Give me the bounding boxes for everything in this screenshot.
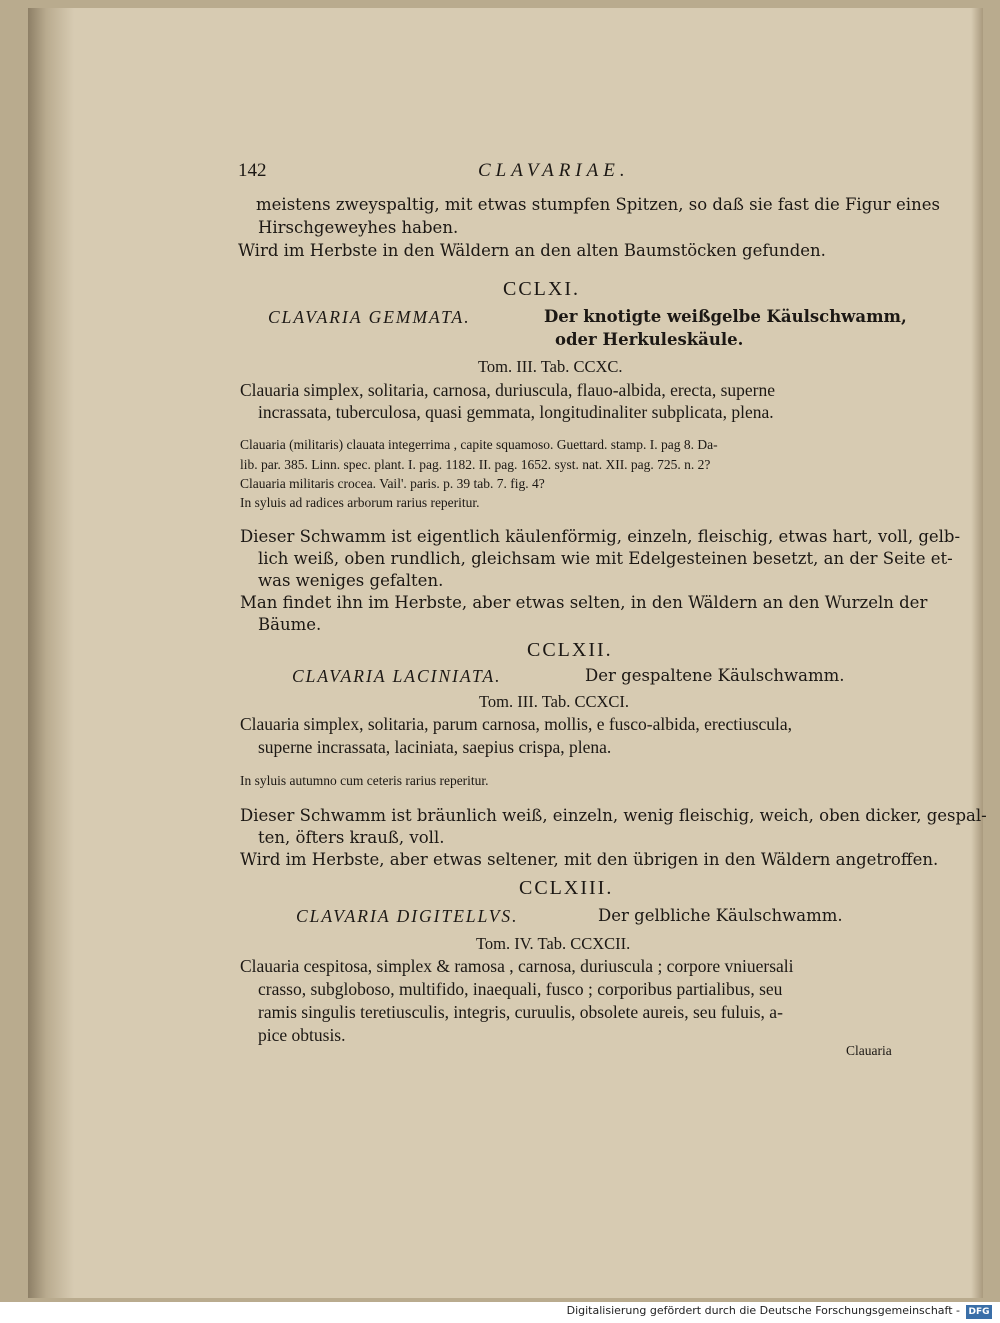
intro-line-3: Wird im Herbste in den Wäldern an den alten Baumstöcken gefunden.: [238, 241, 826, 260]
german-description-261-line-1: Dieser Schwamm ist eigentlich käulenförmig, einzeln, fleischig, etwas hart, voll, gelb-: [240, 527, 961, 546]
german-description-262-line-1: Dieser Schwamm ist bräunlich weiß, einzeln, wenig fleischig, weich, oben dicker, gespal-: [240, 806, 987, 825]
synonym-261-line-2: lib. par. 385. Linn. spec. plant. I. pag. 1182. II. pag. 1652. syst. nat. XII. pag. 725. n. 2?: [240, 457, 711, 472]
dfg-logo: DFG: [966, 1305, 992, 1319]
species-latin-name-262: CLAVARIA LACINIATA.: [292, 666, 502, 686]
catchword: Clauaria: [846, 1043, 892, 1058]
latin-description-263-line-1: Clauaria cespitosa, simplex & ramosa , carnosa, duriuscula ; corpore vniuersali: [240, 956, 794, 976]
synonym-261-line-1: Clauaria (militaris) clauata integerrima , capite squamoso. Guettard. stamp. I. pag 8. Da-: [240, 437, 718, 452]
species-german-name-261: Der knotigte weißgelbe Käulschwamm,: [544, 307, 907, 326]
latin-description-263-line-2: crasso, subgloboso, multifido, inaequali, fusco ; corporibus partialibus, seu: [258, 979, 783, 999]
german-description-262-line-3: Wird im Herbste, aber etwas seltener, mit den übrigen in den Wäldern angetroffen.: [240, 850, 939, 869]
species-german-name-261-cont: oder Herkuleskäule.: [555, 330, 744, 349]
species-german-name-263: Der gelbliche Käulschwamm.: [598, 906, 843, 925]
german-description-261-line-2: lich weiß, oben rundlich, gleichsam wie mit Edelgesteinen besetzt, an der Seite et-: [258, 549, 953, 568]
running-title: CLAVARIAE.: [478, 160, 630, 181]
plate-reference-263: Tom. IV. Tab. CCXCII.: [476, 934, 631, 953]
species-german-name-262: Der gespaltene Käulschwamm.: [585, 666, 845, 685]
german-description-262-line-2: ten, öfters krauß, voll.: [258, 828, 445, 847]
page-edge: [971, 8, 983, 1298]
german-description-261-line-5: Bäume.: [258, 615, 322, 634]
latin-description-262-line-1: Clauaria simplex, solitaria, parum carnosa, mollis, e fusco-albida, erectiuscula,: [240, 714, 793, 734]
plate-reference-262: Tom. III. Tab. CCXCI.: [479, 692, 629, 711]
habitat-261: In syluis ad radices arborum rarius reperitur.: [240, 495, 480, 510]
species-latin-name-263: CLAVARIA DIGITELLVS.: [296, 906, 519, 926]
latin-description-261-line-2: incrassata, tuberculosa, quasi gemmata, longitudinaliter subplicata, plena.: [258, 402, 774, 422]
habitat-262: In syluis autumno cum ceteris rarius reperitur.: [240, 773, 489, 788]
intro-line-2: Hirschgeweyhes haben.: [258, 218, 459, 237]
plate-reference-261: Tom. III. Tab. CCXC.: [478, 357, 623, 376]
german-description-261-line-4: Man findet ihn im Herbste, aber etwas selten, in den Wäldern an den Wurzeln der: [240, 593, 928, 612]
section-number-261: CCLXI.: [503, 278, 580, 300]
species-latin-name-261: CLAVARIA GEMMATA.: [268, 307, 471, 327]
german-description-261-line-3: was weniges gefalten.: [258, 571, 444, 590]
intro-line-1: meistens zweyspaltig, mit etwas stumpfen Spitzen, so daß sie fast die Figur eines: [256, 195, 940, 214]
page-number: 142: [238, 160, 267, 181]
latin-description-263-line-4: pice obtusis.: [258, 1025, 346, 1045]
footer-credit-text: Digitalisierung gefördert durch die Deutsche Forschungsgemeinschaft -: [566, 1304, 960, 1317]
digitization-footer: [0, 1302, 1000, 1323]
book-gutter: [28, 8, 74, 1298]
latin-description-262-line-2: superne incrassata, laciniata, saepius crispa, plena.: [258, 737, 612, 757]
section-number-263: CCLXIII.: [519, 877, 614, 899]
synonym-261-line-3: Clauaria militaris crocea. Vail'. paris. p. 39 tab. 7. fig. 4?: [240, 476, 545, 491]
section-number-262: CCLXII.: [527, 639, 613, 661]
latin-description-261-line-1: Clauaria simplex, solitaria, carnosa, duriuscula, flauo-albida, erecta, superne: [240, 380, 775, 400]
latin-description-263-line-3: ramis singulis teretiusculis, integris, curuulis, obsolete aureis, seu fuluis, a-: [258, 1002, 783, 1022]
